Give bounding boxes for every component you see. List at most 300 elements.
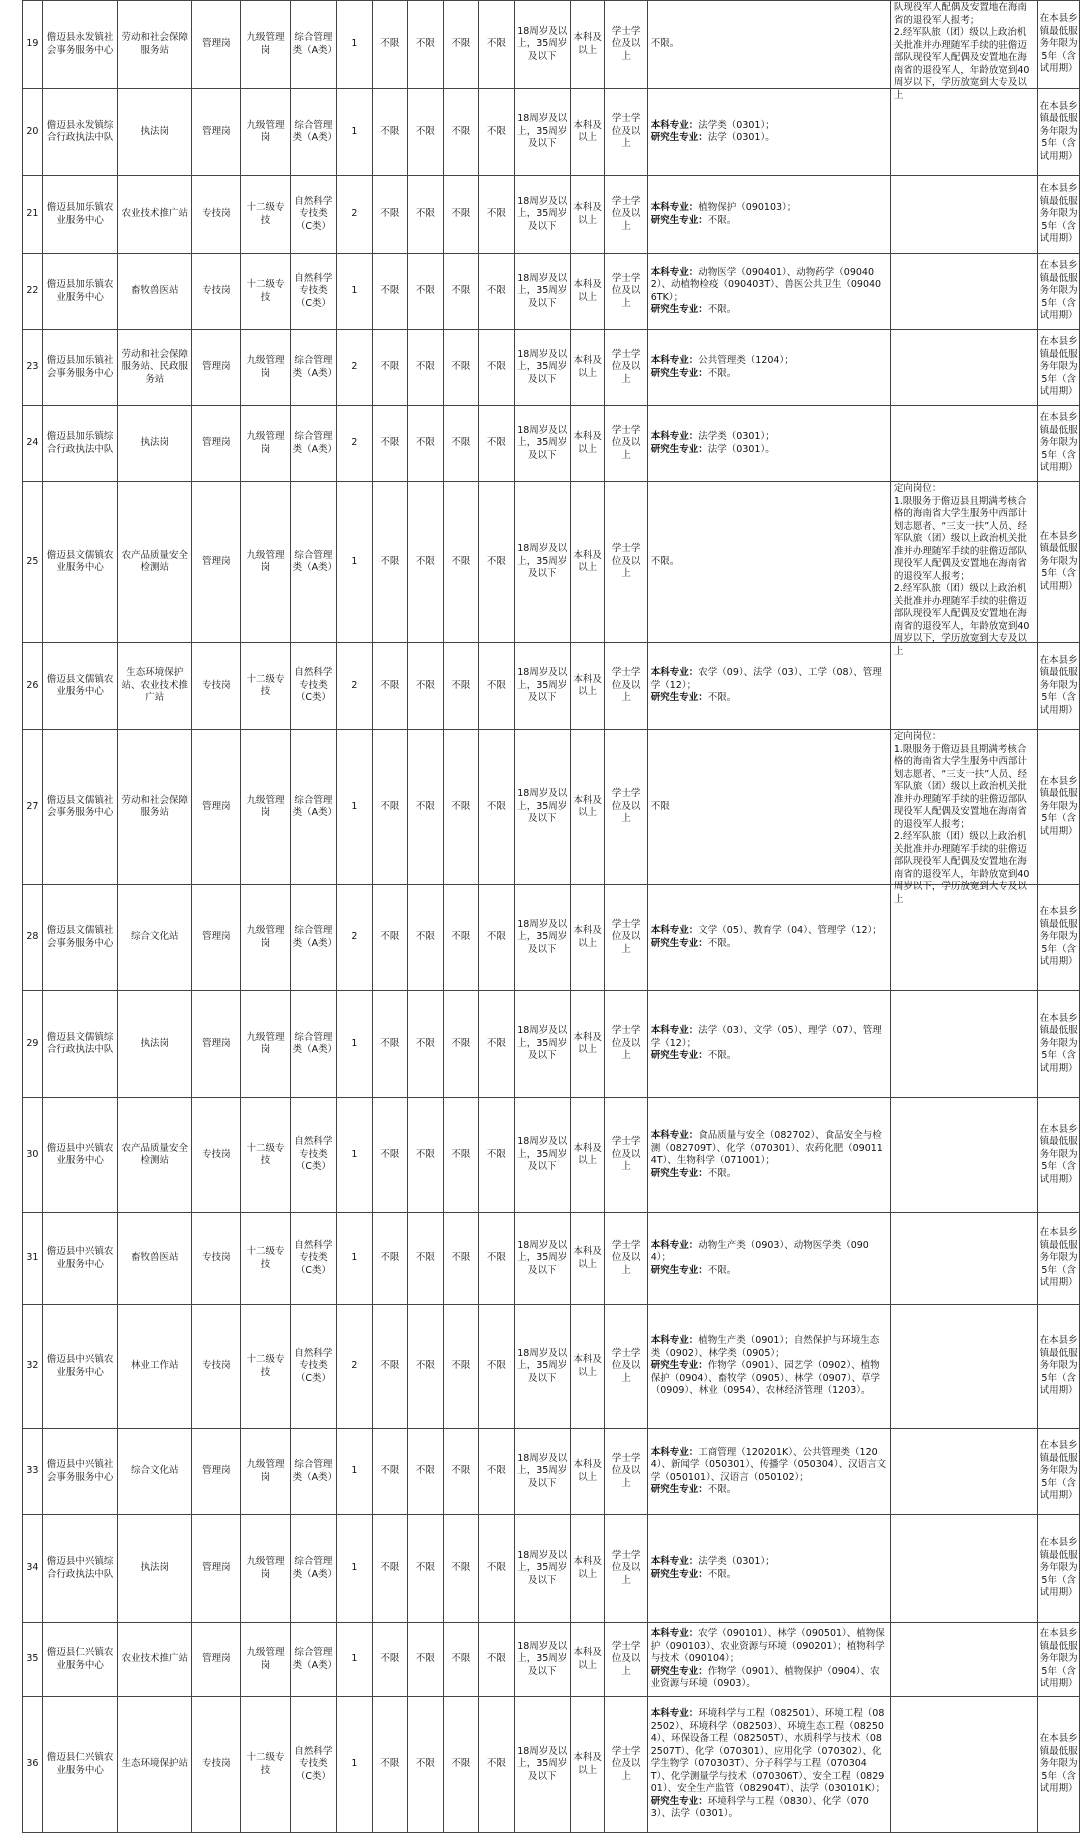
cell-num-text: 2 [351, 1360, 358, 1372]
cell-post [192, 1623, 241, 1697]
requirements-text [651, 925, 887, 950]
cell-requirements [647, 1098, 890, 1213]
cell-f1 [372, 1515, 408, 1623]
cell-f3 [443, 1213, 479, 1305]
note-text: 队现役军人配偶及安置地在海南省的退役军人报考； 2.经军队旅（团）级以上政治机关批准并办理随军手续的驻儋迈部队现役军人配偶及安置地在海南省的退役军人，年龄放宽到40周岁以下，学历放宽到大专及以上 [893, 2, 1030, 101]
cell-num-text: 2 [351, 208, 358, 220]
cell-edu-text: 本科及以上 [573, 1752, 602, 1776]
cell-category-text: 综合管理类（A类） [292, 1459, 338, 1483]
cell-dept-text: 执法岗 [140, 1562, 170, 1574]
requirement-line [651, 368, 887, 381]
cell-unit-text: 儋迈县仁兴镇农业服务中心 [46, 1752, 114, 1776]
cell-f2 [408, 330, 444, 406]
cell-degree-text: 学士学位及以上 [611, 543, 641, 580]
cell-last-text: 在本县乡镇最低服务年限为5年（含试用期） [1039, 1227, 1078, 1289]
cell-dept [118, 1305, 192, 1429]
cell-dept-text: 劳动和社会保障服务站 [121, 794, 189, 818]
cell-f1 [372, 1098, 408, 1213]
cell-category [290, 176, 336, 254]
cell-f4-text: 不限 [486, 1562, 506, 1574]
cell-f1-text: 不限 [380, 125, 400, 137]
cell-level-text: 九级管理岗 [246, 1556, 285, 1580]
requirement-value: 法学（03）、文学（05）、理学（07）、管理学（12）； [650, 1025, 882, 1049]
cell-post-text: 管理岗 [202, 1037, 231, 1049]
requirements-text [651, 1447, 887, 1497]
cell-post [192, 991, 241, 1098]
cell-category [290, 1213, 336, 1305]
cell-f1-text: 不限 [380, 285, 400, 297]
cell-f1-text: 不限 [380, 1037, 400, 1049]
cell-age-text: 18周岁及以上，35周岁及以下 [517, 543, 568, 580]
cell-dept [118, 89, 192, 176]
cell-f2 [408, 1, 444, 89]
cell-f2-text: 不限 [415, 437, 435, 449]
table-row [23, 1515, 1080, 1623]
cell-post-text: 管理岗 [202, 1562, 231, 1574]
cell-last-text: 在本县乡镇最低服务年限为5年（含试用期） [1039, 260, 1078, 322]
cell-last-text: 在本县乡镇最低服务年限为5年（含试用期） [1039, 1628, 1078, 1690]
cell-f3-text: 不限 [451, 1360, 471, 1372]
requirement-value: 植物生产类（0901）；自然保护与环境生态类（0902）、林学类（0905）； [650, 1335, 880, 1359]
cell-age-text: 18周岁及以上，35周岁及以下 [517, 348, 568, 385]
cell-num-text: 1 [351, 1037, 358, 1049]
cell-num-text: 1 [351, 285, 358, 297]
cell-dept [118, 885, 192, 991]
cell-f2-text: 不限 [415, 38, 435, 50]
requirement-label: 研究生专业： [650, 1264, 708, 1276]
requirement-value: 作物学（0901）、园艺学（0902）、植物保护（0904）、畜牧学（0905）、林学（0907）、草学（0909）、林业（0954）、农林经济管理（1203）。 [650, 1360, 881, 1397]
cell-service-years [1038, 254, 1080, 330]
cell-unit-text: 儋迈县永发镇社会事务服务中心 [46, 32, 114, 56]
requirement-label: 研究生专业： [650, 1360, 708, 1372]
table-row [23, 1429, 1080, 1515]
cell-note [890, 330, 1038, 406]
cell-age [514, 406, 570, 482]
cell-degree-text: 学士学位及以上 [611, 1549, 641, 1586]
requirement-value: 不限。 [707, 1264, 737, 1276]
cell-f4-text: 不限 [486, 800, 506, 812]
cell-level-text: 十二级专技 [246, 1354, 285, 1378]
cell-seq-text: 24 [26, 437, 39, 449]
cell-f1-text: 不限 [380, 1252, 400, 1264]
requirement-line [651, 1360, 887, 1398]
cell-degree [605, 1623, 647, 1697]
cell-f3 [443, 1098, 479, 1213]
cell-seq-text: 26 [26, 679, 39, 691]
cell-requirements [647, 482, 890, 643]
table-row [23, 89, 1080, 176]
cell-post-text: 管理岗 [202, 1653, 231, 1665]
cell-degree-text: 学士学位及以上 [611, 424, 641, 461]
cell-unit [42, 1623, 118, 1697]
cell-f1 [372, 643, 408, 730]
cell-category-text: 综合管理类（A类） [292, 794, 338, 818]
cell-edu-text: 本科及以上 [573, 1031, 602, 1055]
cell-unit-text: 儋迈县中兴镇农业服务中心 [46, 1142, 114, 1166]
cell-post-text: 管理岗 [202, 361, 231, 373]
cell-requirements [647, 176, 890, 254]
cell-num [337, 1429, 372, 1515]
cell-post-text: 专技岗 [202, 1758, 231, 1770]
cell-category [290, 89, 336, 176]
cell-f2 [408, 89, 444, 176]
requirement-line [651, 667, 887, 692]
requirement-line [651, 1130, 887, 1168]
requirement-line [651, 1050, 887, 1063]
cell-requirements [647, 330, 890, 406]
cell-edu-text: 本科及以上 [573, 1142, 602, 1166]
cell-f1 [372, 1697, 408, 1833]
cell-post-text: 专技岗 [202, 208, 231, 220]
cell-seq [23, 730, 43, 885]
cell-edu [570, 730, 605, 885]
cell-f4 [479, 1515, 515, 1623]
requirement-line [651, 1240, 887, 1265]
cell-f1 [372, 1623, 408, 1697]
cell-f1 [372, 991, 408, 1098]
requirement-line [651, 1168, 887, 1181]
cell-age [514, 254, 570, 330]
cell-age-text: 18周岁及以上，35周岁及以下 [517, 1640, 568, 1677]
cell-unit [42, 89, 118, 176]
cell-note [890, 482, 1038, 657]
cell-age [514, 1429, 570, 1515]
cell-level [241, 1429, 290, 1515]
cell-post-text: 专技岗 [202, 1148, 231, 1160]
cell-f1-text: 不限 [380, 208, 400, 220]
cell-edu-text: 本科及以上 [573, 925, 602, 949]
cell-service-years [1038, 1623, 1080, 1697]
cell-level [241, 885, 290, 991]
cell-num [337, 254, 372, 330]
cell-degree [605, 1515, 647, 1623]
cell-num [337, 643, 372, 730]
cell-note [890, 254, 1038, 330]
cell-num-text: 2 [351, 931, 358, 943]
cell-level-text: 九级管理岗 [246, 549, 285, 573]
cell-age-text: 18周岁及以上，35周岁及以下 [517, 195, 568, 232]
cell-f4 [479, 1098, 515, 1213]
requirement-label: 研究生专业： [650, 1665, 708, 1677]
cell-edu-text: 本科及以上 [573, 279, 602, 303]
cell-f3 [443, 176, 479, 254]
cell-category-text: 自然科学专技类（C类） [294, 667, 333, 704]
cell-edu [570, 254, 605, 330]
cell-f4 [479, 1305, 515, 1429]
cell-category-text: 综合管理类（A类） [292, 1031, 338, 1055]
table-row [23, 1623, 1080, 1697]
cell-f2-text: 不限 [415, 1562, 435, 1574]
cell-service-years [1038, 176, 1080, 254]
cell-f2 [408, 1213, 444, 1305]
requirements-text [651, 801, 887, 814]
requirements-text [651, 267, 887, 317]
cell-age [514, 1, 570, 89]
cell-num [337, 991, 372, 1098]
table-row [23, 1697, 1080, 1833]
cell-f4 [479, 1623, 515, 1697]
requirement-value: 法学类（0301）； [698, 1556, 775, 1567]
cell-edu-text: 本科及以上 [573, 119, 602, 143]
cell-seq [23, 1515, 43, 1623]
cell-edu [570, 1429, 605, 1515]
requirement-value: 不限。 [707, 1167, 737, 1179]
requirement-label: 本科专业： [650, 1335, 699, 1347]
table-row [23, 1098, 1080, 1213]
cell-dept-text: 生态环境保护站 [121, 1758, 189, 1770]
cell-seq [23, 643, 43, 730]
table-row [23, 991, 1080, 1098]
cell-last-text: 在本县乡镇最低服务年限为5年（含试用期） [1039, 1012, 1078, 1074]
cell-f3 [443, 254, 479, 330]
requirement-label: 本科专业： [650, 202, 699, 213]
cell-level [241, 730, 290, 885]
cell-seq [23, 406, 43, 482]
cell-f1 [372, 482, 408, 643]
cell-f2 [408, 885, 444, 991]
cell-f2 [408, 1429, 444, 1515]
table-row [23, 1, 1080, 89]
cell-num [337, 730, 372, 885]
cell-note [890, 643, 1038, 730]
cell-post [192, 1515, 241, 1623]
cell-edu [570, 885, 605, 991]
requirements-text [651, 1556, 887, 1581]
requirement-label: 研究生专业： [650, 214, 708, 226]
cell-f2-text: 不限 [415, 208, 435, 220]
cell-dept [118, 176, 192, 254]
cell-dept-text: 综合文化站 [131, 931, 179, 943]
cell-category [290, 885, 336, 991]
cell-seq [23, 1, 43, 89]
cell-age-text: 18周岁及以上，35周岁及以下 [517, 918, 568, 955]
cell-seq [23, 1429, 43, 1515]
cell-f4 [479, 991, 515, 1098]
cell-f3-text: 不限 [451, 437, 471, 449]
cell-service-years [1038, 406, 1080, 482]
cell-edu-text: 本科及以上 [573, 1354, 602, 1378]
cell-level [241, 1305, 290, 1429]
cell-post [192, 254, 241, 330]
requirement-label: 研究生专业： [650, 443, 708, 455]
requirement-label: 本科专业： [650, 667, 699, 679]
cell-f2 [408, 482, 444, 643]
cell-edu [570, 176, 605, 254]
cell-post [192, 1429, 241, 1515]
cell-age-text: 18周岁及以上，35周岁及以下 [517, 25, 568, 62]
cell-last-text: 在本县乡镇最低服务年限为5年（含试用期） [1039, 775, 1078, 837]
requirement-value: 不限。 [707, 304, 737, 315]
cell-f4-text: 不限 [486, 679, 506, 691]
cell-edu [570, 643, 605, 730]
cell-f3 [443, 330, 479, 406]
requirement-value: 法学（0301）。 [707, 443, 775, 455]
cell-num-text: 2 [351, 679, 358, 691]
cell-f1-text: 不限 [380, 931, 400, 943]
cell-requirements [647, 1697, 890, 1833]
cell-post [192, 730, 241, 885]
cell-edu [570, 406, 605, 482]
cell-f1 [372, 1, 408, 89]
cell-edu-text: 本科及以上 [573, 355, 602, 379]
requirement-label: 本科专业： [650, 1446, 699, 1458]
cell-post [192, 1, 241, 89]
requirements-text [651, 1708, 887, 1821]
cell-f4-text: 不限 [486, 1037, 506, 1049]
cell-seq-text: 27 [26, 800, 39, 812]
cell-f2-text: 不限 [415, 1037, 435, 1049]
cell-dept-text: 执法岗 [140, 437, 170, 449]
cell-f4-text: 不限 [486, 38, 506, 50]
cell-post-text: 管理岗 [202, 931, 231, 943]
requirement-value: 动物医学（090401）、动物药学（090402）、动植物检疫（090403T）、兽医公共卫生（090406TK）； [650, 266, 882, 303]
cell-service-years [1038, 1098, 1080, 1213]
cell-f3-text: 不限 [451, 1653, 471, 1665]
cell-dept-text: 综合文化站 [131, 1465, 179, 1477]
requirement-label: 研究生专业： [650, 1795, 708, 1807]
cell-f1 [372, 176, 408, 254]
cell-degree-text: 学士学位及以上 [611, 1025, 641, 1062]
requirement-label: 本科专业： [650, 1556, 699, 1567]
cell-unit [42, 1515, 118, 1623]
requirement-line [651, 202, 887, 215]
cell-post [192, 176, 241, 254]
cell-last-text: 在本县乡镇最低服务年限为5年（含试用期） [1039, 906, 1078, 968]
cell-note [890, 1305, 1038, 1429]
cell-level-text: 十二级专技 [246, 673, 285, 697]
cell-dept [118, 1429, 192, 1515]
requirement-line [651, 267, 887, 305]
cell-post [192, 1213, 241, 1305]
cell-note [890, 1623, 1038, 1697]
cell-edu [570, 1, 605, 89]
cell-f3-text: 不限 [451, 38, 471, 50]
cell-note [890, 730, 1038, 905]
cell-note [890, 1098, 1038, 1213]
cell-degree [605, 1697, 647, 1833]
cell-seq-text: 22 [26, 285, 39, 297]
cell-post-text: 专技岗 [202, 1252, 231, 1264]
table-body [23, 1, 1080, 1833]
cell-unit-text: 儋迈县加乐镇综合行政执法中队 [46, 431, 114, 455]
cell-level [241, 991, 290, 1098]
cell-age-text: 18周岁及以上，35周岁及以下 [517, 1745, 568, 1782]
cell-f4-text: 不限 [486, 555, 506, 567]
table-row [23, 1305, 1080, 1429]
cell-f3-text: 不限 [451, 1148, 471, 1160]
cell-requirements [647, 406, 890, 482]
cell-f4 [479, 482, 515, 643]
cell-edu [570, 991, 605, 1098]
cell-age [514, 1515, 570, 1623]
cell-note [890, 991, 1038, 1098]
cell-f1-text: 不限 [380, 1465, 400, 1477]
cell-f2-text: 不限 [415, 931, 435, 943]
cell-requirements [647, 254, 890, 330]
cell-seq [23, 1305, 43, 1429]
cell-last-text: 在本县乡镇最低服务年限为5年（含试用期） [1039, 530, 1078, 592]
cell-f3-text: 不限 [451, 1758, 471, 1770]
cell-degree [605, 330, 647, 406]
cell-age [514, 1213, 570, 1305]
cell-edu [570, 330, 605, 406]
cell-degree-text: 学士学位及以上 [611, 272, 641, 309]
cell-age-text: 18周岁及以上，35周岁及以下 [517, 113, 568, 150]
cell-note [890, 406, 1038, 482]
cell-unit [42, 482, 118, 643]
cell-edu-text: 本科及以上 [573, 1246, 602, 1270]
cell-level-text: 九级管理岗 [246, 431, 285, 455]
requirement-label: 本科专业： [650, 355, 699, 366]
requirements-text [651, 556, 887, 569]
cell-f4-text: 不限 [486, 437, 506, 449]
cell-degree [605, 885, 647, 991]
requirement-line [651, 38, 887, 51]
cell-dept [118, 1213, 192, 1305]
cell-level-text: 十二级专技 [246, 202, 285, 226]
cell-f3 [443, 1697, 479, 1833]
cell-seq [23, 885, 43, 991]
cell-f3 [443, 885, 479, 991]
cell-age [514, 643, 570, 730]
cell-num [337, 885, 372, 991]
cell-f1 [372, 1305, 408, 1429]
cell-post [192, 1098, 241, 1213]
cell-f3 [443, 1, 479, 89]
cell-category-text: 自然科学专技类（C类） [294, 1239, 333, 1276]
cell-unit-text: 儋迈县中兴镇农业服务中心 [46, 1354, 114, 1378]
requirement-line [651, 1628, 887, 1666]
requirement-value: 不限。 [707, 692, 737, 704]
cell-category [290, 1098, 336, 1213]
cell-dept-text: 林业工作站 [131, 1360, 179, 1372]
cell-seq-text: 23 [26, 361, 39, 373]
cell-unit [42, 1697, 118, 1833]
cell-f2-text: 不限 [415, 1653, 435, 1665]
cell-dept [118, 1623, 192, 1697]
cell-f3-text: 不限 [451, 931, 471, 943]
table-row [23, 885, 1080, 991]
cell-dept-text: 劳动和社会保障服务站、民政服务站 [121, 348, 189, 385]
cell-degree-text: 学士学位及以上 [611, 788, 641, 825]
cell-f3 [443, 89, 479, 176]
cell-unit [42, 643, 118, 730]
cell-f4 [479, 1, 515, 89]
cell-f4-text: 不限 [486, 1758, 506, 1770]
cell-category-text: 综合管理类（A类） [292, 355, 338, 379]
cell-requirements [647, 1, 890, 89]
cell-f4-text: 不限 [486, 1653, 506, 1665]
requirement-line [651, 1265, 887, 1278]
requirement-label: 研究生专业： [650, 304, 708, 315]
cell-f3-text: 不限 [451, 361, 471, 373]
cell-requirements [647, 991, 890, 1098]
cell-note [890, 176, 1038, 254]
cell-num-text: 1 [351, 1758, 358, 1770]
cell-f1 [372, 254, 408, 330]
requirement-label: 本科专业： [650, 431, 699, 442]
cell-f3-text: 不限 [451, 1465, 471, 1477]
cell-category-text: 自然科学专技类（C类） [294, 195, 333, 232]
cell-num [337, 1305, 372, 1429]
cell-f3 [443, 482, 479, 643]
cell-post-text: 专技岗 [202, 285, 231, 297]
requirement-line [651, 1556, 887, 1569]
cell-unit [42, 176, 118, 254]
cell-dept [118, 1697, 192, 1833]
cell-level [241, 254, 290, 330]
cell-unit-text: 儋迈县加乐镇社会事务服务中心 [46, 355, 114, 379]
